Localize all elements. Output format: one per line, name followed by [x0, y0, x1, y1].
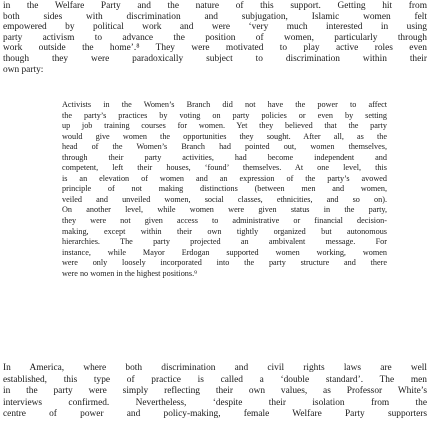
text-line: work outside the home’.⁸ They were motivated to play active roles even — [3, 43, 427, 54]
quote-line: head of the Women’s Branch had pointed out, women themselves, — [62, 142, 387, 152]
block-quote — [62, 100, 387, 279]
quote-line: the party’s practices by voting on party policies or even by setting — [62, 110, 387, 120]
body-paragraph-1 — [3, 1, 427, 75]
quote-line: hierarchies. The party projected an ambivalent message. For — [62, 237, 387, 247]
quote-line: they were not given access to administrative or financial decision- — [62, 216, 387, 226]
quote-line: up job training courses for women. Yet they believed that the party — [62, 121, 387, 131]
quote-line: were only loosely incorporated into the party structure and there — [62, 258, 387, 268]
quote-line: Activists in the Women’s Branch did not have the power to affect — [62, 100, 387, 109]
text-line: centre of power and policy-making, female Welfare Party supporters — [3, 409, 427, 420]
quote-line: principle of not making distinctions (between men and women, — [62, 184, 387, 194]
text-line: established, this type of practice is called a ‘double standard’. The men — [3, 374, 427, 385]
text-line: party activism to advance the position of women, particularly through — [3, 32, 427, 43]
text-line: both sides with discrimination and subjugation, Islamic women felt — [3, 11, 427, 22]
quote-line: would give women the opportunities they sought. After all, as the — [62, 131, 387, 141]
text-line: empowered by political work and were ‘very much interested in using — [3, 22, 427, 33]
quote-line: were no women in the highest positions.⁹ — [62, 268, 197, 278]
quote-line: instance, while Mayor Erdogan supported women working, women — [62, 247, 387, 257]
text-line: in the Welfare Party and the nature of this support. Getting hit from — [3, 1, 427, 11]
text-line: though they were paradoxically subject to discrimination within their — [3, 53, 427, 64]
text-line: In America, where both discrimination and civil rights laws are well — [3, 363, 427, 373]
text-line: interviews confirmed. Nevertheless, ‘despite their isolation from the — [3, 397, 427, 408]
text-line: in the party were simply reflecting their own values, as Professor White’s — [3, 386, 427, 397]
text-line: own party: — [3, 64, 44, 75]
quote-line: competent, left their houses, ‘found’ themselves. At one level, this — [62, 163, 387, 173]
quote-line: is an elevation of women and an expression of the party’s avowed — [62, 173, 387, 183]
quote-line: veiled and unveiled women, social classes, ethnicities, and so on). — [62, 194, 387, 204]
body-paragraph-3 — [3, 363, 427, 421]
quote-line: making, except within their own tightly organized but autonomous — [62, 226, 387, 236]
quote-line: through their party activities, had become independent and — [62, 152, 387, 162]
quote-line: On another level, while women were given status in the party, — [62, 205, 387, 215]
